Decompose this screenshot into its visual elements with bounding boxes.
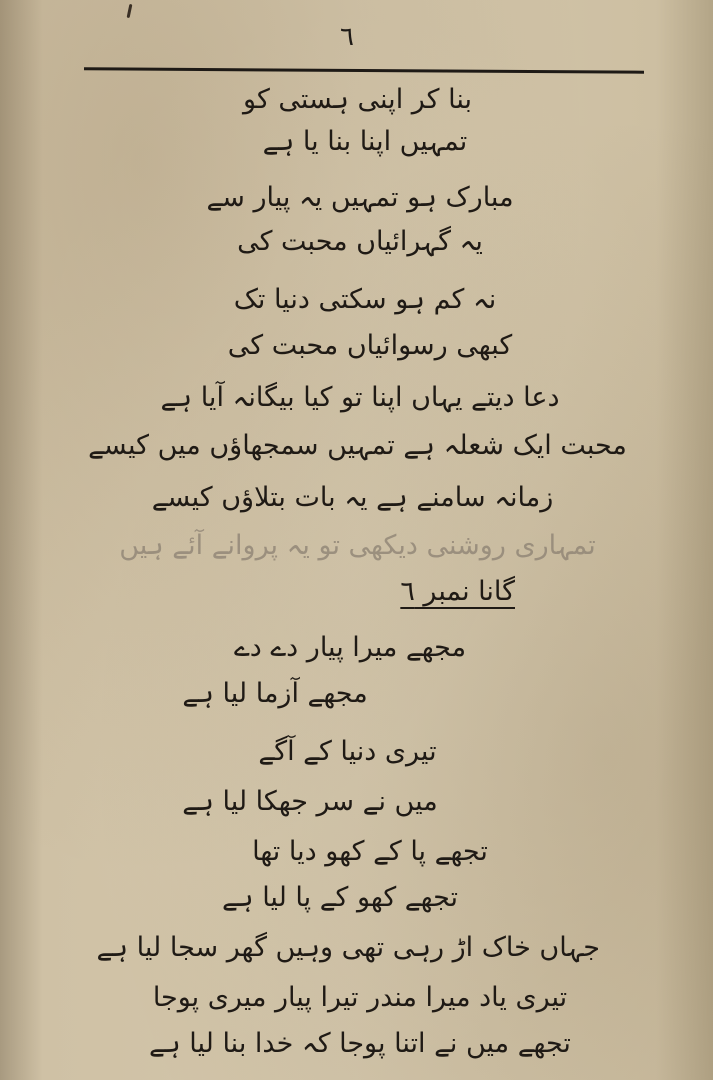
text-line: دعا دیتے یہاں اپنا تو کیا بیگانہ آیا ہے xyxy=(160,382,560,413)
text-line: محبت ایک شعلہ ہے تمہیں سمجھاؤں میں کیسے xyxy=(88,430,627,461)
text-line: یہ گہرائیاں محبت کی xyxy=(237,226,483,257)
text-line: مجھے میرا پیار دے دے xyxy=(233,632,467,663)
text-line: زمانہ سامنے ہے یہ بات بتلاؤں کیسے xyxy=(151,482,554,513)
text-line: بنا کر اپنی ہستی کو xyxy=(243,84,472,115)
song-number-heading: گانا نمبر ٦ xyxy=(400,576,515,607)
text-line: تجھے پا کے کھو دیا تھا xyxy=(252,836,488,867)
text-line: تجھے کھو کے پا لیا ہے xyxy=(221,882,459,913)
text-line: تمہیں اپنا بنا یا ہے xyxy=(262,126,468,157)
faded-text-line: تمہاری روشنی دیکھی تو یہ پروانے آئے ہیں xyxy=(119,530,596,561)
text-line: کبھی رسوائیاں محبت کی xyxy=(227,330,513,361)
text-line: مبارک ہو تمہیں یہ پیار سے xyxy=(206,182,514,213)
text-line: میں نے سر جھکا لیا ہے xyxy=(182,786,438,817)
text-line: مجھے آزما لیا ہے xyxy=(182,678,368,709)
page-number: ٦ xyxy=(340,22,354,52)
text-line: تیری یاد میرا مندر تیرا پیار میری پوجا xyxy=(152,982,568,1013)
text-line: تجھے میں نے اتنا پوجا کہ خدا بنا لیا ہے xyxy=(149,1028,571,1059)
text-line: نہ کم ہو سکتی دنیا تک xyxy=(233,284,497,315)
text-line: جہاں خاک اڑ رہی تھی وہیں گھر سجا لیا ہے xyxy=(96,932,600,963)
text-line: تیری دنیا کے آگے xyxy=(258,736,437,767)
